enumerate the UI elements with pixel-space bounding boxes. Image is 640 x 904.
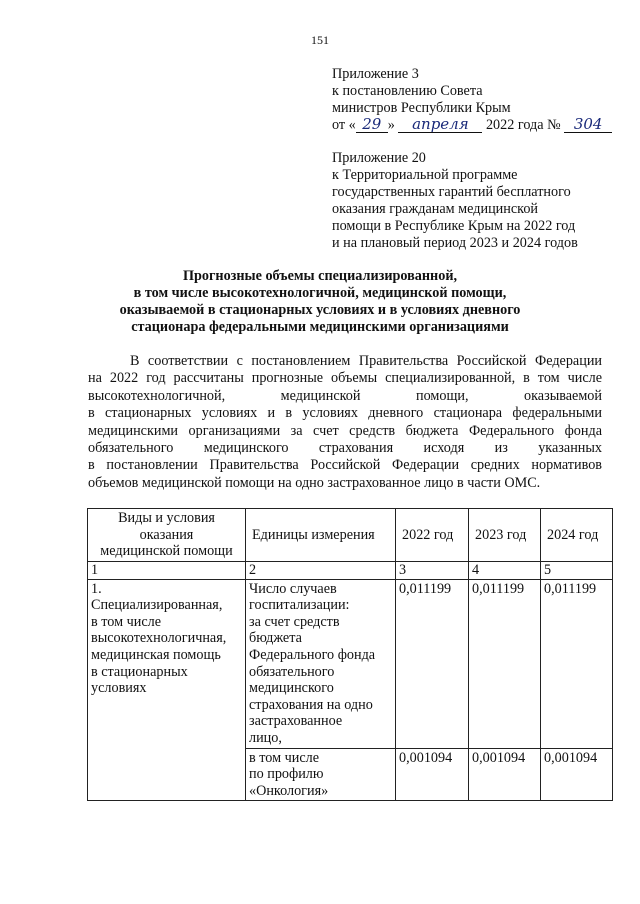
cell-line: Федерального фонда xyxy=(249,646,376,663)
header-type-of-care xyxy=(88,509,246,562)
paragraph-line: обязательного медицинского страхования исходя из указанных xyxy=(88,440,602,457)
value-2024: 0,001094 xyxy=(541,748,613,801)
units-cell xyxy=(246,579,396,748)
paragraph-line: в постановлении Правительства Российской Федерации средних нормативов xyxy=(88,457,602,474)
column-number: 4 xyxy=(469,562,541,580)
title-line: стационара федеральными медицинскими организациями xyxy=(131,319,509,335)
value-2022: 0,001094 xyxy=(396,748,469,801)
annex-line: государственных гарантий бесплатного xyxy=(332,184,571,200)
cell-line: в том числе xyxy=(91,613,162,630)
annex-line: Приложение 20 xyxy=(332,150,426,166)
column-number: 2 xyxy=(246,562,396,580)
title-line: в том числе высокотехнологичной, медицинской помощи, xyxy=(133,285,507,301)
header-2023: 2023 год xyxy=(469,509,541,562)
header-line: оказания xyxy=(139,526,194,543)
cell-line: 1. xyxy=(91,580,102,597)
cell-line: медицинская помощь xyxy=(91,646,221,663)
value-2023: 0,001094 xyxy=(469,748,541,801)
cell-line: Число случаев xyxy=(249,580,337,597)
page-number: 151 xyxy=(311,33,329,47)
date-prefix: от « xyxy=(332,117,356,133)
document-title xyxy=(60,268,580,336)
annex-line: и на плановый период 2023 и 2024 годов xyxy=(332,235,578,251)
annex-date-line xyxy=(332,117,612,134)
handwritten-doc-number: 304 xyxy=(564,117,612,133)
value-2024: 0,011199 xyxy=(541,579,613,748)
table-row xyxy=(88,579,613,748)
paragraph-line: на 2022 год рассчитаны прогнозные объемы специализированной, в том числе xyxy=(88,370,602,387)
cell-line: бюджета xyxy=(249,630,302,647)
cell-line: лицо, xyxy=(249,729,282,746)
table-header-row xyxy=(88,509,613,562)
value-2022: 0,011199 xyxy=(396,579,469,748)
header-2024: 2024 год xyxy=(541,509,613,562)
column-number: 1 xyxy=(88,562,246,580)
paragraph-line: в стационарных условиях и в условиях дневного стационара федеральными xyxy=(88,405,602,422)
annex-20-header xyxy=(332,150,578,252)
cell-line: застрахованное xyxy=(249,713,343,730)
paragraph-line: высокотехнологичной, медицинской помощи, оказываемой xyxy=(88,387,602,404)
cell-line: за счет средств xyxy=(249,613,340,630)
title-line: оказываемой в стационарных условиях и в условиях дневного xyxy=(119,302,521,318)
cell-line: госпитализации: xyxy=(249,597,350,614)
intro-paragraph xyxy=(88,353,602,492)
title-line: Прогнозные объемы специализированной, xyxy=(182,268,458,284)
header-line: медицинской помощи xyxy=(100,543,233,560)
cell-line: в том числе xyxy=(249,749,320,766)
paragraph-line: объемов медицинской помощи на одно застрахованное лицо в части ОМС. xyxy=(88,474,541,491)
annex-line: министров Республики Крым xyxy=(332,100,511,116)
annex-line: к Территориальной программе xyxy=(332,167,518,183)
handwritten-month: апреля xyxy=(398,117,482,133)
cell-line: «Онкология» xyxy=(249,782,329,799)
cell-line: высокотехнологичная, xyxy=(91,630,227,647)
cell-line: медицинского xyxy=(249,680,334,697)
date-mid: » xyxy=(387,117,395,133)
units-cell xyxy=(246,748,396,801)
header-2022: 2022 год xyxy=(396,509,469,562)
annex-line: Приложение 3 xyxy=(332,66,419,82)
value-2023: 0,011199 xyxy=(469,579,541,748)
column-number: 3 xyxy=(396,562,469,580)
cell-line: в стационарных xyxy=(91,663,188,680)
table-column-numbers-row xyxy=(88,562,613,580)
date-suffix: 2022 года № xyxy=(485,117,561,133)
cell-line: обязательного xyxy=(249,663,335,680)
cell-line: условиях xyxy=(91,680,147,697)
annex-line: к постановлению Совета xyxy=(332,83,483,99)
paragraph-line: В соответствии с постановлением Правительства Российской Федерации xyxy=(130,353,602,369)
header-line: Виды и условия xyxy=(118,510,215,527)
cell-line: по профилю xyxy=(249,766,324,783)
cell-line: Специализированная, xyxy=(91,597,223,614)
cell-line: страхования на одно xyxy=(249,696,373,713)
volumes-table xyxy=(87,508,613,801)
paragraph-line: медицинскими организациями за счет средств бюджета Федерального фонда xyxy=(88,422,602,439)
handwritten-day: 29 xyxy=(356,117,388,133)
annex-line: оказания гражданам медицинской xyxy=(332,201,539,217)
column-number: 5 xyxy=(541,562,613,580)
care-type-cell xyxy=(88,579,246,801)
header-units: Единицы измерения xyxy=(246,509,396,562)
annex-3-header xyxy=(332,66,612,134)
annex-line: помощи в Республике Крым на 2022 год xyxy=(332,218,576,234)
